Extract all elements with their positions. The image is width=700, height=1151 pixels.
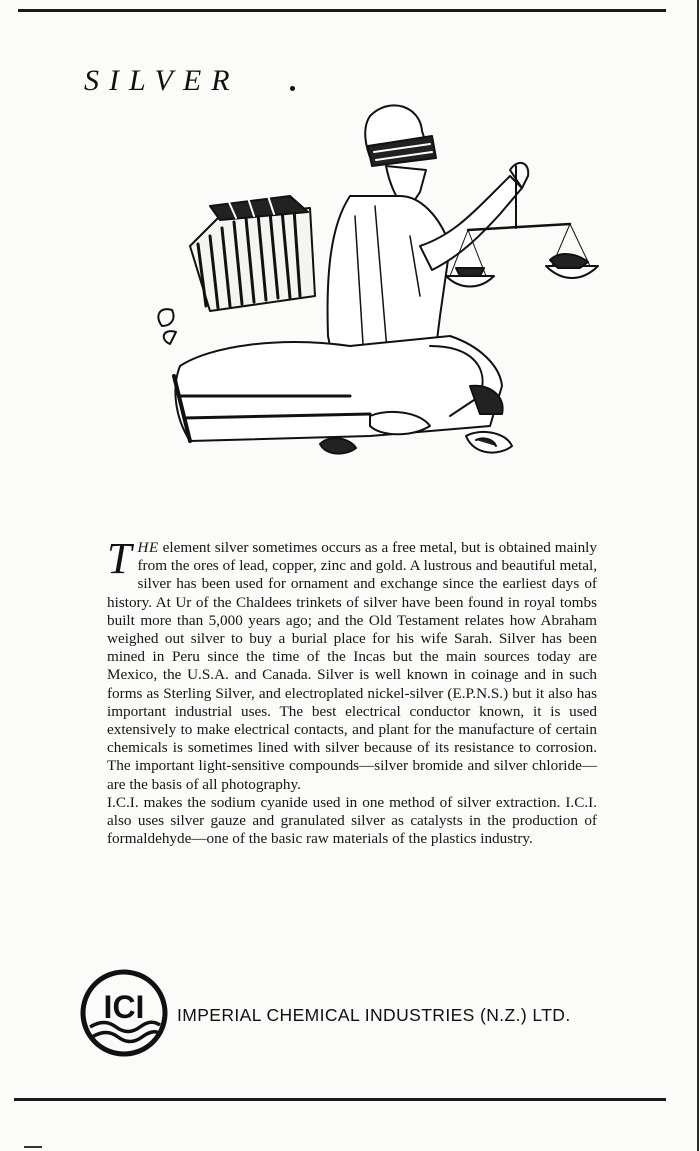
drop-cap: T	[107, 534, 132, 583]
turban	[365, 105, 436, 166]
merchant-illustration	[150, 96, 610, 486]
title-dot	[290, 86, 295, 91]
lead-in: HE	[137, 539, 159, 556]
body-text	[107, 534, 597, 848]
page-title: SILVER	[84, 64, 240, 97]
corner-mark	[24, 1146, 42, 1148]
company-name: IMPERIAL CHEMICAL INDUSTRIES (N.Z.) LTD.	[177, 1005, 571, 1025]
top-rule	[18, 9, 666, 12]
paragraph-1-text: element silver sometimes occurs as a free metal, but is obtained mainly from the ores of lead, copper, zinc and gold. A lustrous and beautiful metal, silver has been used for ornament and exchange since the earliest days of history. At Ur of the Chaldees trinkets of silver have been found in royal tombs built more than 5,000 years ago; and the Old Testament relates how Abraham weighed out silver to buy a burial place for his wife Sarah. Silver has been mined in Peru since the time of the Incas but the main sources today are Mexico, the U.S.A. and Canada. Silver is well known in coinage and in such forms as Sterling Silver, and electroplated nickel-silver (E.P.N.S.) but it also has important industrial uses. The best electrical conductor known, it is used extensively to make electrical contacts, and plant for the manufacture of certain chemicals is sometimes lined with silver because of its resistance to corrosion. The important light-sensitive compounds—silver bromide and silver chloride—are the basis of all photography.	[107, 539, 597, 793]
paragraph-2: I.C.I. makes the sodium cyanide used in one method of silver extraction. I.C.I. also uses silver gauze and granulated silver as catalysts in the production of formaldehyde—one of the basic raw materials of the plastics industry.	[107, 793, 597, 848]
silver-sheets-bundle	[190, 196, 315, 311]
paragraph-1	[107, 534, 597, 794]
bottom-rule	[14, 1098, 666, 1101]
ici-logo	[76, 969, 172, 1057]
ici-logo-text: ICI	[103, 989, 145, 1025]
page-edge-line	[697, 0, 699, 1151]
